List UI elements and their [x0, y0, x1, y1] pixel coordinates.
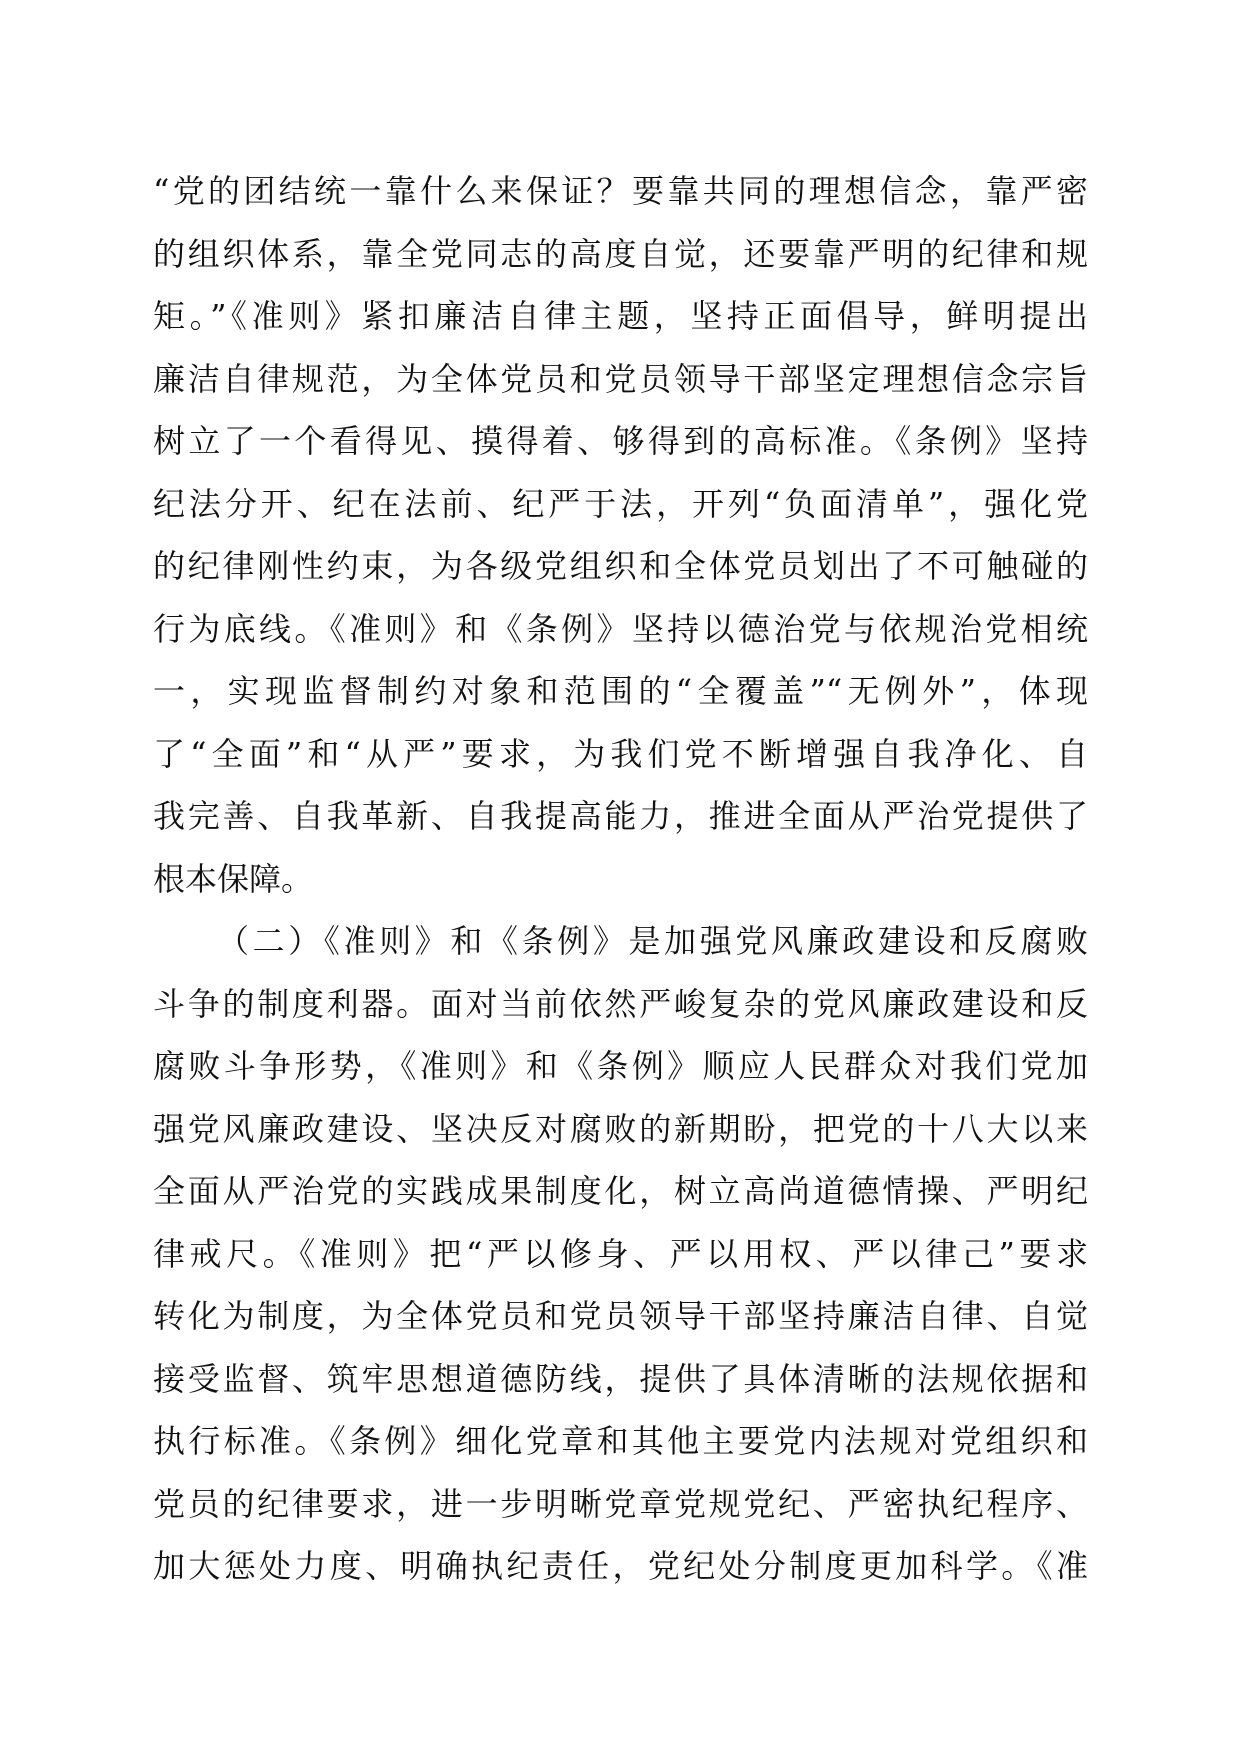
- text-line: 树立了一个看得见、摸得着、够得到的高标准。《条例》坚持: [153, 422, 1088, 460]
- text-line: 廉洁自律规范，为全体党员和党员领导干部坚定理想信念宗旨: [153, 359, 1088, 398]
- text-line: 一，实现监督制约对象和范围的“全覆盖”“无例外”，体现: [153, 672, 1088, 710]
- text-line: 转化为制度，为全体党员和党员领导干部坚持廉洁自律、自觉: [153, 1297, 1088, 1335]
- text-line: 矩。”《准则》紧扣廉洁自律主题，坚持正面倡导，鲜明提出: [153, 297, 1088, 335]
- paragraph-2: [153, 910, 1088, 1598]
- text-line: 接受监督、筑牢思想道德防线，提供了具体清晰的法规依据和: [153, 1359, 1088, 1398]
- document-body: [153, 160, 1088, 1598]
- text-line: “党的团结统一靠什么来保证？要靠共同的理想信念，靠严密: [153, 172, 1088, 210]
- text-line: 强党风廉政建设、坚决反对腐败的新期盼，把党的十八大以来: [153, 1109, 1088, 1148]
- text-line: 我完善、自我革新、自我提高能力，推进全面从严治党提供了: [153, 797, 1088, 835]
- text-line: 了“全面”和“从严”要求，为我们党不断增强自我净化、自: [153, 734, 1088, 773]
- text-line: 腐败斗争形势，《准则》和《条例》顺应人民群众对我们党加: [153, 1047, 1088, 1085]
- text-line: 执行标准。《条例》细化党章和其他主要党内法规对党组织和: [153, 1422, 1088, 1460]
- text-line: 行为底线。《准则》和《条例》坚持以德治党与依规治党相统: [153, 609, 1088, 648]
- paragraph-1: [153, 160, 1088, 910]
- text-line: 党员的纪律要求，进一步明晰党章党规党纪、严密执纪程序、: [153, 1484, 1088, 1523]
- text-line: 全面从严治党的实践成果制度化，树立高尚道德情操、严明纪: [153, 1172, 1088, 1210]
- text-line: （二）《准则》和《条例》是加强党风廉政建设和反腐败: [217, 922, 1088, 960]
- text-line: 纪法分开、纪在法前、纪严于法，开列“负面清单”，强化党: [153, 484, 1088, 523]
- text-line: 的纪律刚性约束，为各级党组织和全体党员划出了不可触碰的: [153, 547, 1088, 585]
- text-line: 根本保障。: [153, 859, 314, 898]
- text-line: 律戒尺。《准则》把“严以修身、严以用权、严以律己”要求: [153, 1234, 1088, 1273]
- text-line: 斗争的制度利器。面对当前依然严峻复杂的党风廉政建设和反: [153, 984, 1088, 1023]
- text-line: 的组织体系，靠全党同志的高度自觉，还要靠严明的纪律和规: [153, 234, 1088, 273]
- text-line: 加大惩处力度、明确执纪责任，党纪处分制度更加科学。《准: [153, 1547, 1088, 1585]
